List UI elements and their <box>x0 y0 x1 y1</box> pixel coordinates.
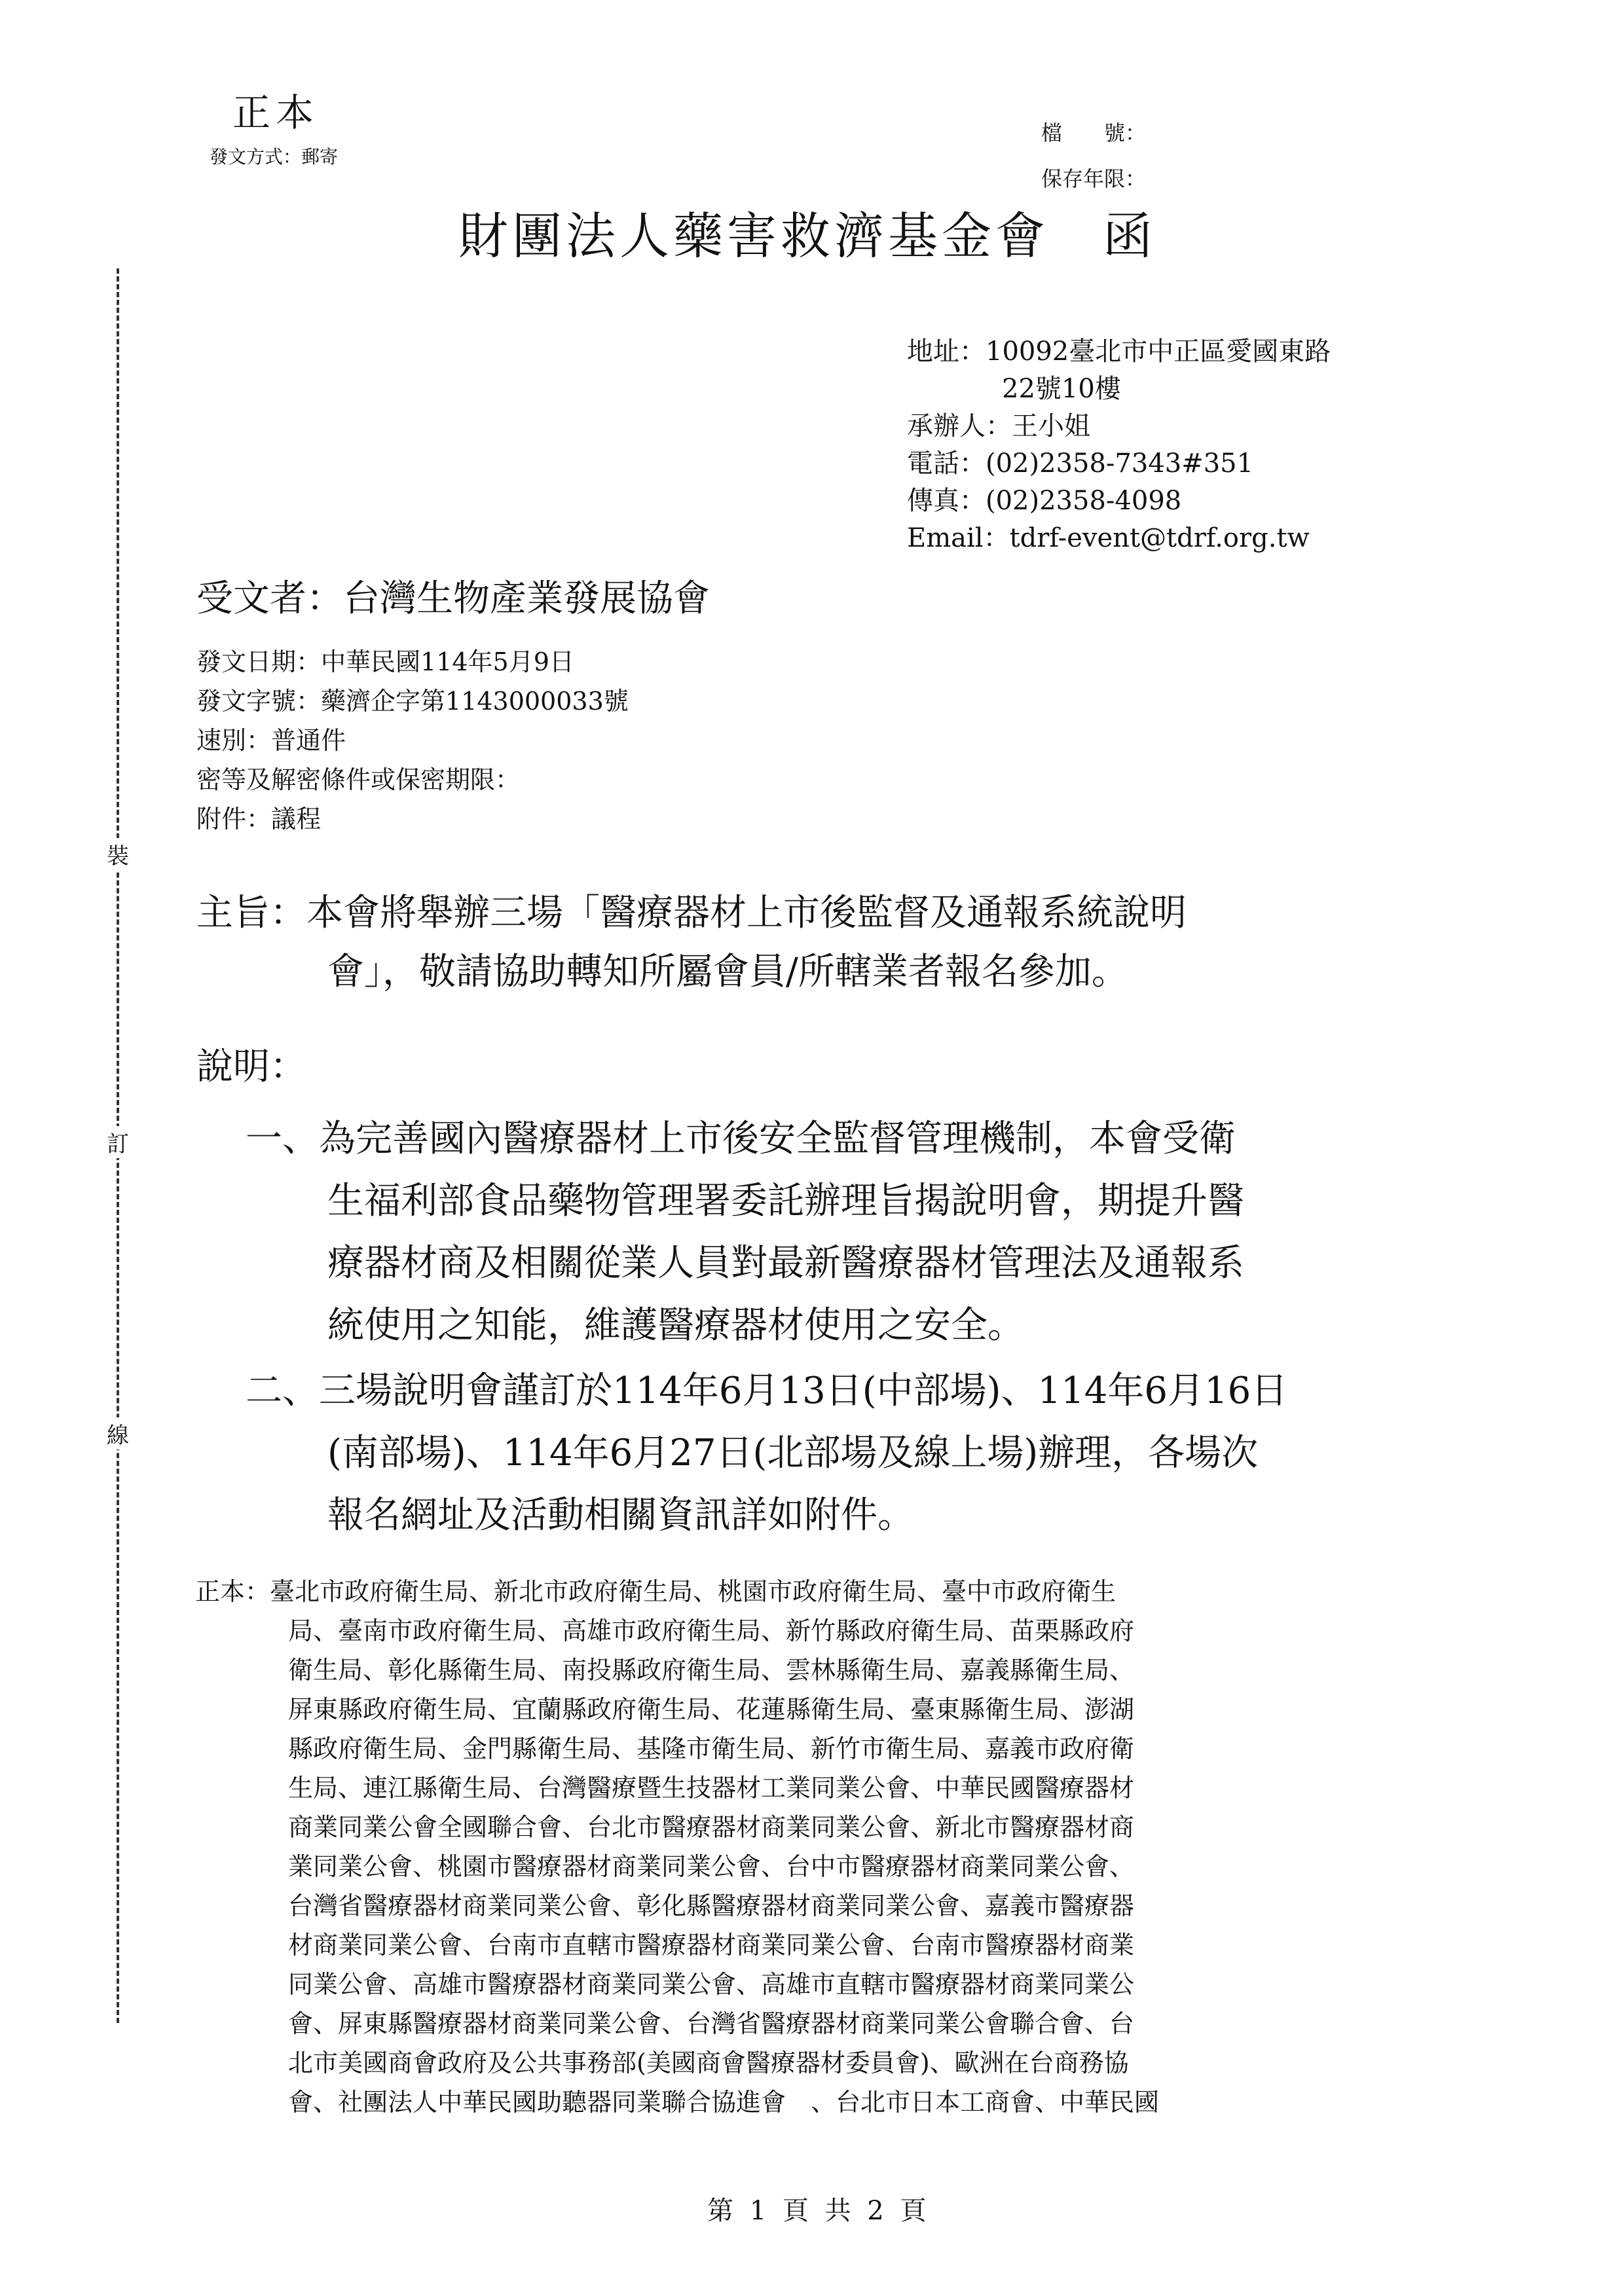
distribution-line: 縣政府衛生局、金門縣衛生局、基隆市衛生局、新竹市衛生局、嘉義市政府衛 <box>288 1734 1135 1763</box>
distribution-line: 業同業公會、桃園市醫療器材商業同業公會、台中市醫療器材商業同業公會、 <box>288 1852 1135 1881</box>
binding-mark-zhuang: 裝 <box>103 838 132 870</box>
distribution-line: 屏東縣政府衛生局、宜蘭縣政府衛生局、花蓮縣衛生局、臺東縣衛生局、澎湖 <box>288 1695 1135 1724</box>
contact-handler: 承辦人：王小姐 <box>907 411 1090 441</box>
distribution-line: 生局、連江縣衛生局、台灣醫療暨生技器材工業同業公會、中華民國醫療器材 <box>288 1774 1135 1802</box>
distribution-line: 材商業同業公會、台南市直轄市醫療器材商業同業公會、台南市醫療器材商業 <box>288 1931 1135 1959</box>
distribution-label-line: 正本：臺北市政府衛生局、新北市政府衛生局、桃園市政府衛生局、臺中市政府衛生 <box>195 1577 1116 1606</box>
explanation-item-1-line-2: 生福利部食品藥物管理署委託辦理旨揭說明會，期提升醫 <box>327 1180 1244 1222</box>
distribution-line: 會、社團法人中華民國助聽器同業聯合協進會 、台北市日本工商會、中華民國 <box>288 2088 1160 2117</box>
page-number: 第 1 頁 共 2 頁 <box>707 2196 931 2226</box>
contact-email: Email：tdrf-event@tdrf.org.tw <box>907 523 1310 553</box>
explanation-item-1-line-4: 統使用之知能，維護醫療器材使用之安全。 <box>327 1304 1024 1347</box>
speed-class: 速別：普通件 <box>196 726 346 755</box>
issue-date: 發文日期：中華民國114年5月9日 <box>196 647 574 676</box>
distribution-line: 局、臺南市政府衛生局、高雄市政府衛生局、新竹縣政府衛生局、苗栗縣政府 <box>288 1616 1135 1645</box>
attachment: 附件：議程 <box>196 805 322 833</box>
document-title: 財團法人藥害救濟基金會 函 <box>458 207 1156 265</box>
document-number: 發文字號：藥濟企字第1143000033號 <box>196 687 629 716</box>
distribution-line: 北市美國商會政府及公共事務部(美國商會醫療器材委員會)、歐洲在台商務協 <box>288 2049 1129 2077</box>
binding-mark-xian: 線 <box>103 1417 132 1449</box>
contact-fax: 傳真：(02)2358-4098 <box>907 486 1182 516</box>
explanation-heading: 說明： <box>196 1046 306 1088</box>
distribution-line: 會、屏東縣醫療器材商業同業公會、台灣省醫療器材商業同業公會聯合會、台 <box>288 2009 1135 2038</box>
distribution-line: 商業同業公會全國聯合會、台北市醫療器材商業同業公會、新北市醫療器材商 <box>288 1813 1135 1842</box>
recipient: 受文者：台灣生物產業發展協會 <box>196 577 710 620</box>
distribution-line: 台灣省醫療器材商業同業公會、彰化縣醫療器材商業同業公會、嘉義市醫療器 <box>288 1891 1135 1920</box>
send-method: 發文方式：郵寄 <box>210 146 339 168</box>
secrecy-level: 密等及解密條件或保密期限： <box>196 765 521 794</box>
contact-address: 地址：10092臺北市中正區愛國東路 <box>907 337 1331 367</box>
copy-type-label: 正本 <box>232 90 320 135</box>
explanation-item-2-line-1: 二、三場說明會謹訂於114年6月13日(中部場)、114年6月16日 <box>246 1370 1288 1412</box>
distribution-line: 同業公會、高雄市醫療器材商業同業公會、高雄市直轄市醫療器材商業同業公 <box>288 1970 1135 1999</box>
retention-period-label: 保存年限： <box>1041 166 1147 191</box>
explanation-item-1-line-1: 一、為完善國內醫療器材上市後安全監督管理機制，本會受衛 <box>246 1118 1236 1160</box>
subject-line-2: 會」，敬請協助轉知所屬會員/所轄業者報名參加。 <box>327 951 1128 993</box>
binding-mark-ding: 訂 <box>103 1126 132 1158</box>
explanation-item-2-line-3: 報名網址及活動相關資訊詳如附件。 <box>327 1494 914 1537</box>
file-number-label: 檔 號： <box>1041 120 1147 145</box>
explanation-item-1-line-3: 療器材商及相關從業人員對最新醫療器材管理法及通報系 <box>327 1242 1244 1285</box>
contact-address-cont: 22號10樓 <box>1002 374 1121 404</box>
contact-phone: 電話：(02)2358-7343#351 <box>907 448 1254 479</box>
distribution-line: 衛生局、彰化縣衛生局、南投縣政府衛生局、雲林縣衛生局、嘉義縣衛生局、 <box>288 1656 1135 1685</box>
subject-line-1: 主旨：本會將舉辦三場「醫療器材上市後監督及通報系統說明 <box>196 892 1187 934</box>
explanation-item-2-line-2: (南部場)、114年6月27日(北部場及線上場)辦理，各場次 <box>327 1432 1259 1474</box>
